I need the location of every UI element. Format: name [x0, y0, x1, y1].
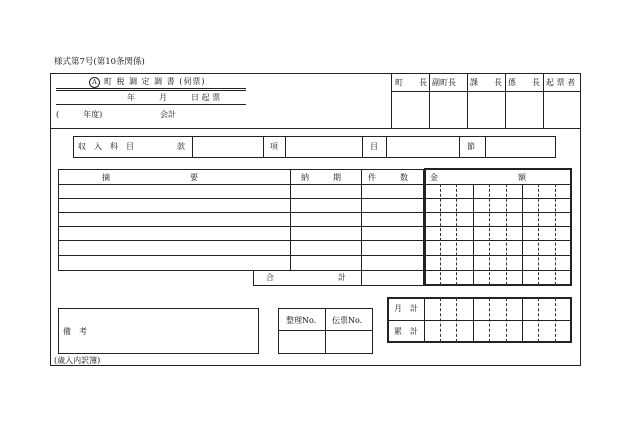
approval-header-line	[391, 91, 581, 92]
amount-header: 金 額	[430, 173, 526, 182]
due-date-header: 納 期	[301, 173, 341, 182]
header-divider	[50, 128, 581, 129]
footer-note: (歳入内訳簿)	[54, 356, 101, 365]
remarks-label: 備 考	[63, 327, 87, 336]
kan-label: 款	[177, 142, 185, 151]
amount-digit-divider	[555, 184, 556, 285]
income-divider	[192, 136, 193, 158]
income-divider	[362, 136, 363, 158]
monthly-digit-divider	[555, 298, 556, 342]
monthly-digit-divider	[538, 298, 539, 342]
amount-column-frame	[424, 168, 572, 286]
issue-date-line: 年 月 日 起 票	[127, 93, 221, 102]
title-circle-letter: A	[92, 78, 97, 86]
income-divider	[386, 136, 387, 158]
income-divider	[485, 136, 486, 158]
remarks-box	[58, 308, 259, 354]
amount-digit-divider	[456, 184, 457, 285]
monthly-digit-divider	[489, 298, 490, 342]
moku-label: 目	[370, 142, 378, 151]
cumulative-total-label: 累 計	[394, 327, 418, 336]
income-divider	[459, 136, 460, 158]
income-category-row	[73, 136, 556, 158]
total-row-left	[253, 270, 254, 285]
income-category-label: 収 入 科 目	[78, 142, 134, 151]
fiscal-year: ( 年度)	[56, 110, 103, 119]
summary-header: 摘 要	[102, 173, 198, 182]
approval-label-section-chief: 課 長	[470, 78, 502, 87]
kou-label: 項	[270, 142, 278, 151]
monthly-group-divider	[473, 298, 474, 342]
monthly-digit-divider	[506, 298, 507, 342]
amount-digit-divider	[538, 184, 539, 285]
title-circle	[89, 77, 100, 88]
setsu-label: 節	[467, 142, 475, 151]
approval-label-subsection-chief: 係 長	[508, 78, 540, 87]
monthly-divider	[387, 320, 572, 321]
form-title: 町 税 調 定 調 書 (伺票)	[104, 77, 206, 86]
amount-digit-divider	[506, 184, 507, 285]
table-col-divider	[290, 169, 291, 270]
amount-digit-divider	[489, 184, 490, 285]
approval-label-deputy-mayor: 副町長	[432, 78, 456, 87]
amount-group-divider	[473, 184, 474, 285]
total-label: 合 計	[266, 273, 346, 282]
denpyo-number-label: 伝票No.	[332, 316, 363, 325]
title-underline-1	[56, 88, 246, 89]
title-underline-2	[56, 90, 246, 91]
approval-divider	[505, 73, 506, 128]
approval-left-border	[391, 73, 392, 128]
table-col-divider	[361, 169, 362, 285]
monthly-digit-divider	[440, 298, 441, 342]
date-underline	[56, 104, 246, 105]
amount-digit-divider	[440, 184, 441, 285]
approval-divider	[467, 73, 468, 128]
form-id: 様式第7号(第10条関係)	[54, 57, 145, 67]
amount-group-divider	[522, 184, 523, 285]
monthly-group-divider	[522, 298, 523, 342]
month-total-label: 月 計	[394, 304, 418, 313]
approval-label-drafter: 起 票 者	[546, 78, 576, 87]
seiri-number-label: 整理No.	[286, 316, 317, 325]
account-label: 会計	[160, 110, 176, 119]
monthly-label-divider	[424, 297, 425, 343]
income-divider	[285, 136, 286, 158]
count-header: 件 数	[368, 173, 408, 182]
number-box-divider	[325, 308, 326, 354]
income-divider	[263, 136, 264, 158]
monthly-digit-divider	[456, 298, 457, 342]
approval-divider	[429, 73, 430, 128]
approval-label-mayor: 町 長	[395, 78, 427, 87]
approval-divider	[543, 73, 544, 128]
